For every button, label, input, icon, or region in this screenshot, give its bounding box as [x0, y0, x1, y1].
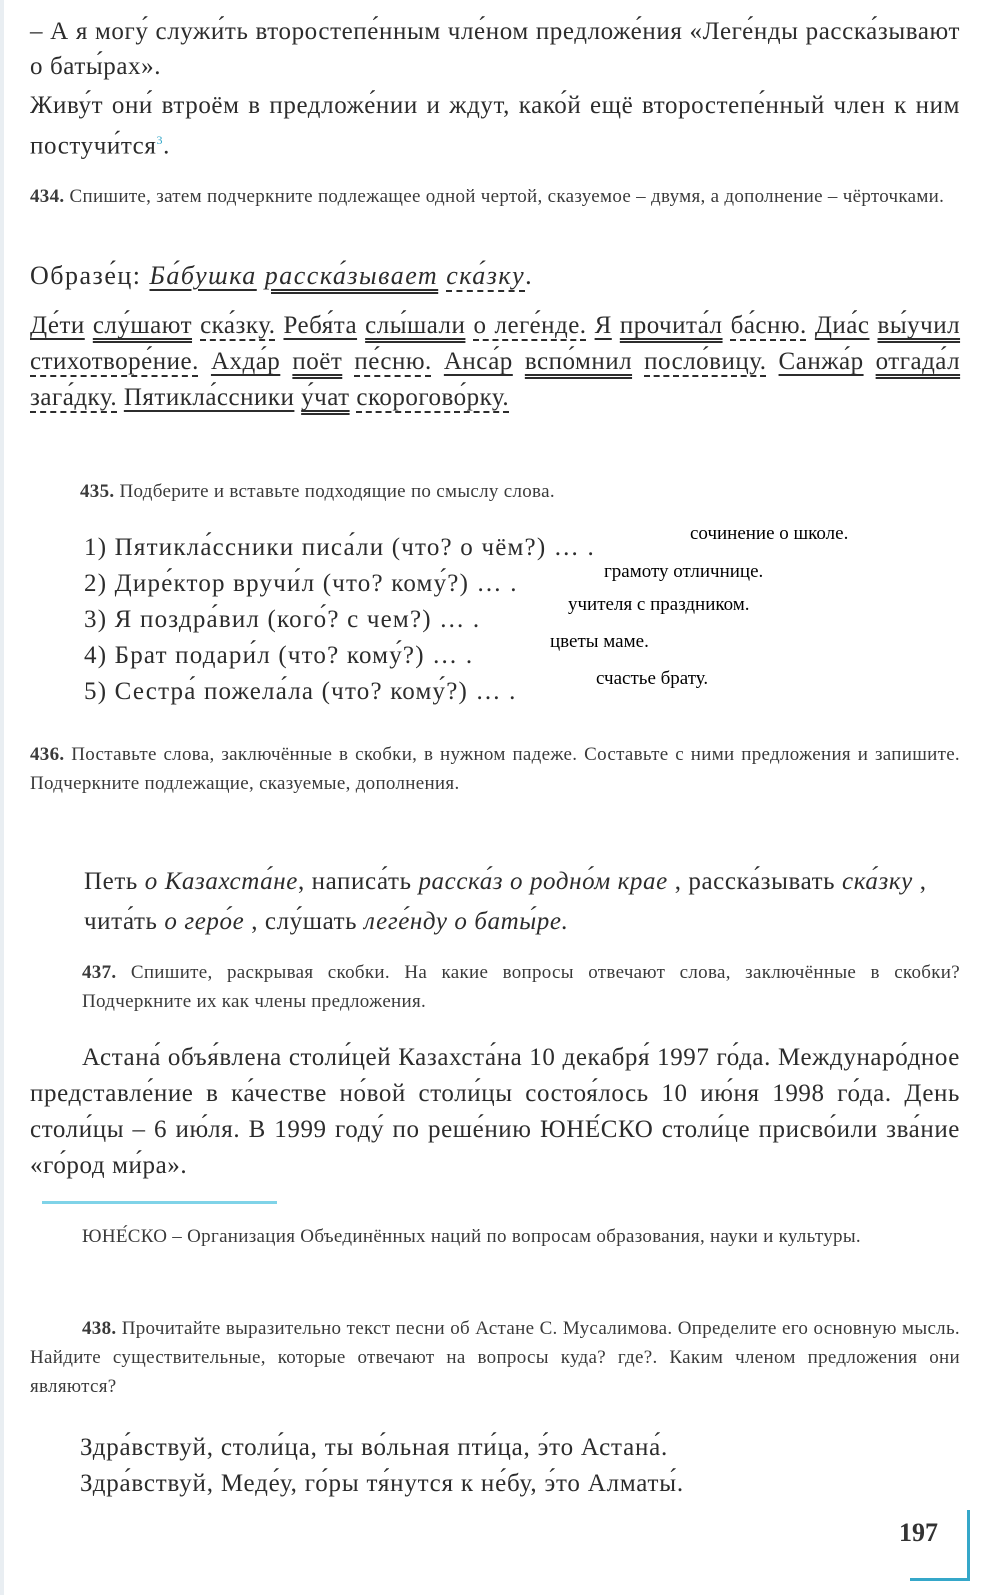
- subject: Пятикла́ссники: [123, 384, 295, 411]
- handwritten-answer: грамоту отличнице.: [604, 561, 764, 582]
- exercise-435-item: 4) Брат подари́л (что? кому́?) … .: [84, 642, 474, 669]
- song-line-1: Здра́вствуй, столи́ца, ты во́льная пти́ца, э́то Астана́.: [80, 1434, 669, 1461]
- task-text: Спишите, затем подчеркните подлежащее одной чертой, сказуемое – двумя, а дополнение – чёрточками.: [69, 186, 945, 207]
- page-corner-mark: [910, 1578, 970, 1581]
- subject: Я: [594, 312, 612, 339]
- sample-label: Образе́ц:: [30, 261, 142, 290]
- exercise-434-sample: Образе́ц: Ба́бушка расска́зывает ска́зку.: [30, 261, 534, 290]
- page-number: 197: [899, 1518, 938, 1547]
- filled-answer: леге́нду о баты́ре.: [364, 908, 569, 935]
- exercise-434-task: [30, 182, 960, 211]
- object: ска́зку.: [200, 312, 276, 339]
- subject: Анса́р: [443, 348, 513, 375]
- object: ба́сню.: [730, 312, 807, 339]
- exercise-434-text: [30, 308, 960, 416]
- exercise-437-text: Астана́ объя́влена столи́цей Казахста́на 10 декабря́ 1997 го́да. Междунаро́дное представле́ние в ка́честве но́вой столи́цы состоя́лось 10 ию́ня 1998 го́да. День столи́цы – 6 ию́ля. В 1999 году́ по реше́нию ЮНЕ́СКО столи́це присво́или зва́ние «го́род ми́ра».: [30, 1044, 960, 1179]
- subject: Ребя́та: [283, 312, 358, 339]
- predicate: прочита́л: [619, 312, 723, 339]
- predicate: слу́шают: [92, 312, 193, 339]
- predicate: у́чат: [301, 384, 350, 411]
- filled-answer: о Казахста́не: [144, 868, 298, 895]
- handwritten-answer: сочинение о школе.: [690, 523, 849, 544]
- object: стихотворе́ние.: [30, 348, 199, 375]
- exercise-435-item: 2) Дире́ктор вручи́л (что? кому́?) … .: [84, 570, 518, 597]
- exercise-437-task: 437. Спишите, раскрывая скобки. На какие вопросы отвечают слова, заключённые в скобки? Подчеркните их как члены предложения.: [82, 962, 960, 1012]
- predicate: вы́учил: [877, 312, 961, 339]
- subject: Де́ти: [30, 312, 85, 339]
- handwritten-answer: учителя с праздником.: [568, 594, 750, 615]
- handwritten-answer: счастье брату.: [596, 668, 709, 689]
- object: посло́вицу.: [644, 348, 767, 375]
- sample-object: ска́зку: [446, 261, 526, 290]
- object: скорогово́рку.: [356, 384, 510, 411]
- predicate: отгада́л: [875, 348, 961, 375]
- exercise-435-item: 3) Я поздра́вил (кого́? с чем?) … .: [84, 606, 481, 633]
- filled-answer: расска́з о родно́м крае: [418, 868, 668, 895]
- footnote-divider: [42, 1201, 277, 1204]
- page-edge: [0, 0, 4, 1595]
- exercise-436-text: Петь о Казахста́не, написа́ть расска́з о родно́м крае , расска́зывать ска́зку , чита́ть о геро́е , слу́шать леге́нду о баты́ре.: [84, 868, 927, 935]
- intro-paragraph-2: Живу́т они́ втроём в предложе́нии и ждут, како́й ещё второстепе́нный член к ним постучи́тся$^3$.: [30, 92, 960, 160]
- handwritten-answer: цветы маме.: [550, 631, 649, 652]
- sample-subject: Ба́бушка: [149, 261, 257, 290]
- exercise-435-item: 1) Пятикла́ссники писа́ли (что? о чём?) … .: [84, 534, 595, 561]
- object: о леге́нде.: [473, 312, 587, 339]
- intro-line-1: – А я могу́ служи́ть второстепе́нным чле́ном предложе́ния «Леге́нды расска́зывают о баты́рах».: [30, 18, 960, 80]
- page-corner-mark: [967, 1510, 970, 1580]
- predicate: вспо́мнил: [524, 348, 633, 375]
- intro-line-2: Живу́т они́ втроём в предложе́нии и ждут, како́й ещё второстепе́нный член к ним постучи́тся: [30, 92, 960, 160]
- exercise-435-item: 5) Сестра́ пожела́ла (что? кому́?) … .: [84, 678, 517, 705]
- exercise-436-task: 436. Поставьте слова, заключённые в скобки, в нужном падеже. Составьте с ними предложения и запишите. Подчеркните подлежащие, сказуемые, дополнения.: [30, 744, 960, 794]
- subject: Диа́с: [814, 312, 870, 339]
- exercise-number: 434.: [30, 186, 65, 207]
- predicate: поёт: [292, 348, 343, 375]
- footnote-mark[interactable]: 3: [156, 133, 164, 147]
- footnote-unesco: ЮНЕ́СКО – Организация Объединённых наций по вопросам образования, науки и культуры.: [82, 1226, 861, 1247]
- exercise-435-task: 435. Подберите и вставьте подходящие по смыслу слова.: [80, 481, 555, 502]
- sample-predicate: расска́зывает: [264, 261, 439, 290]
- filled-answer: о геро́е: [164, 908, 245, 935]
- subject: Санжа́р: [778, 348, 864, 375]
- intro-paragraph-1: [30, 14, 960, 84]
- exercise-438-task: 438. Прочитайте выразительно текст песни об Астане С. Мусалимова. Определите его основную мысль. Найдите существительные, которые отвечают на вопросы куда? где?. Каким членом предложения они являются?: [30, 1318, 960, 1397]
- predicate: слы́шали: [365, 312, 466, 339]
- subject: Ахда́р: [210, 348, 281, 375]
- song-line-2: Здра́вствуй, Меде́у, го́ры тя́нутся к не́бу, э́то Алматы́.: [80, 1470, 684, 1497]
- object: пе́сню.: [354, 348, 432, 375]
- object: зага́дку.: [30, 384, 118, 411]
- filled-answer: ска́зку: [842, 868, 913, 895]
